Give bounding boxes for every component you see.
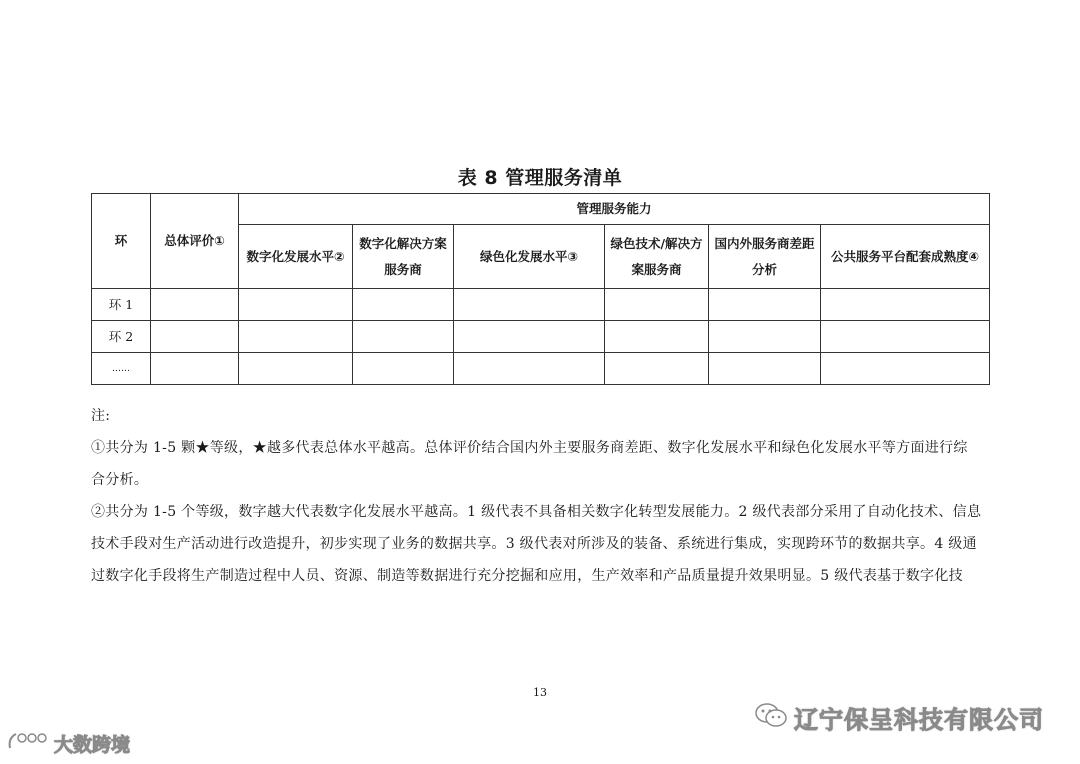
watermark-brand xyxy=(6,730,130,757)
table-row xyxy=(92,289,990,321)
row-label: 环 2 xyxy=(92,321,151,353)
header-green-level: 绿色化发展水平③ xyxy=(454,225,605,289)
page-number: 13 xyxy=(533,686,547,699)
watermark-company-text: 辽宁保呈科技有限公司 xyxy=(794,706,1044,734)
notes-section xyxy=(91,400,991,592)
header-provider-gap-analysis: 国内外服务商差距 分析 xyxy=(709,225,821,289)
note-line: 技术手段对生产活动进行改造提升，初步实现了业务的数据共享。3 级代表对所涉及的装备、系统进行集成，实现跨环节的数据共享。4 级通 xyxy=(91,536,977,552)
note-line: 合分析。 xyxy=(91,472,149,488)
wechat-icon xyxy=(754,702,788,734)
row-label: 环 1 xyxy=(92,289,151,321)
header-public-platform-maturity: 公共服务平台配套成熟度④ xyxy=(821,225,990,289)
header-digital-solution-provider: 数字化解决方案 服务商 xyxy=(353,225,454,289)
brand-logo-icon xyxy=(6,730,48,757)
header-overall-rating: 总体评价① xyxy=(151,194,239,289)
table-row xyxy=(92,321,990,353)
note-line: ②共分为 1-5 个等级，数字越大代表数字化发展水平越高。1 级代表不具备相关数字化转型发展能力。2 级代表部分采用了自动化技术、信息 xyxy=(91,504,982,520)
row-label: …… xyxy=(92,353,151,385)
header-ring: 环 xyxy=(92,194,151,289)
note-line: 过数字化手段将生产制造过程中人员、资源、制造等数据进行充分挖掘和应用，生产效率和产品质量提升效果明显。5 级代表基于数字化技 xyxy=(91,568,963,584)
header-green-solution-provider: 绿色技术/解决方 案服务商 xyxy=(605,225,709,289)
management-service-table xyxy=(91,193,990,385)
header-service-capability: 管理服务能力 xyxy=(239,194,990,225)
watermark-brand-text: 大数跨境 xyxy=(54,734,131,756)
table-title: 表 8 管理服务清单 xyxy=(457,167,623,189)
header-digital-level: 数字化发展水平② xyxy=(239,225,353,289)
watermark-company xyxy=(754,700,1044,735)
table-row xyxy=(92,353,990,385)
note-line: ①共分为 1-5 颗★等级，★越多代表总体水平越高。总体评价结合国内外主要服务商差距、数字化发展水平和绿色化发展水平等方面进行综 xyxy=(91,440,968,456)
notes-label: 注: xyxy=(91,408,111,424)
